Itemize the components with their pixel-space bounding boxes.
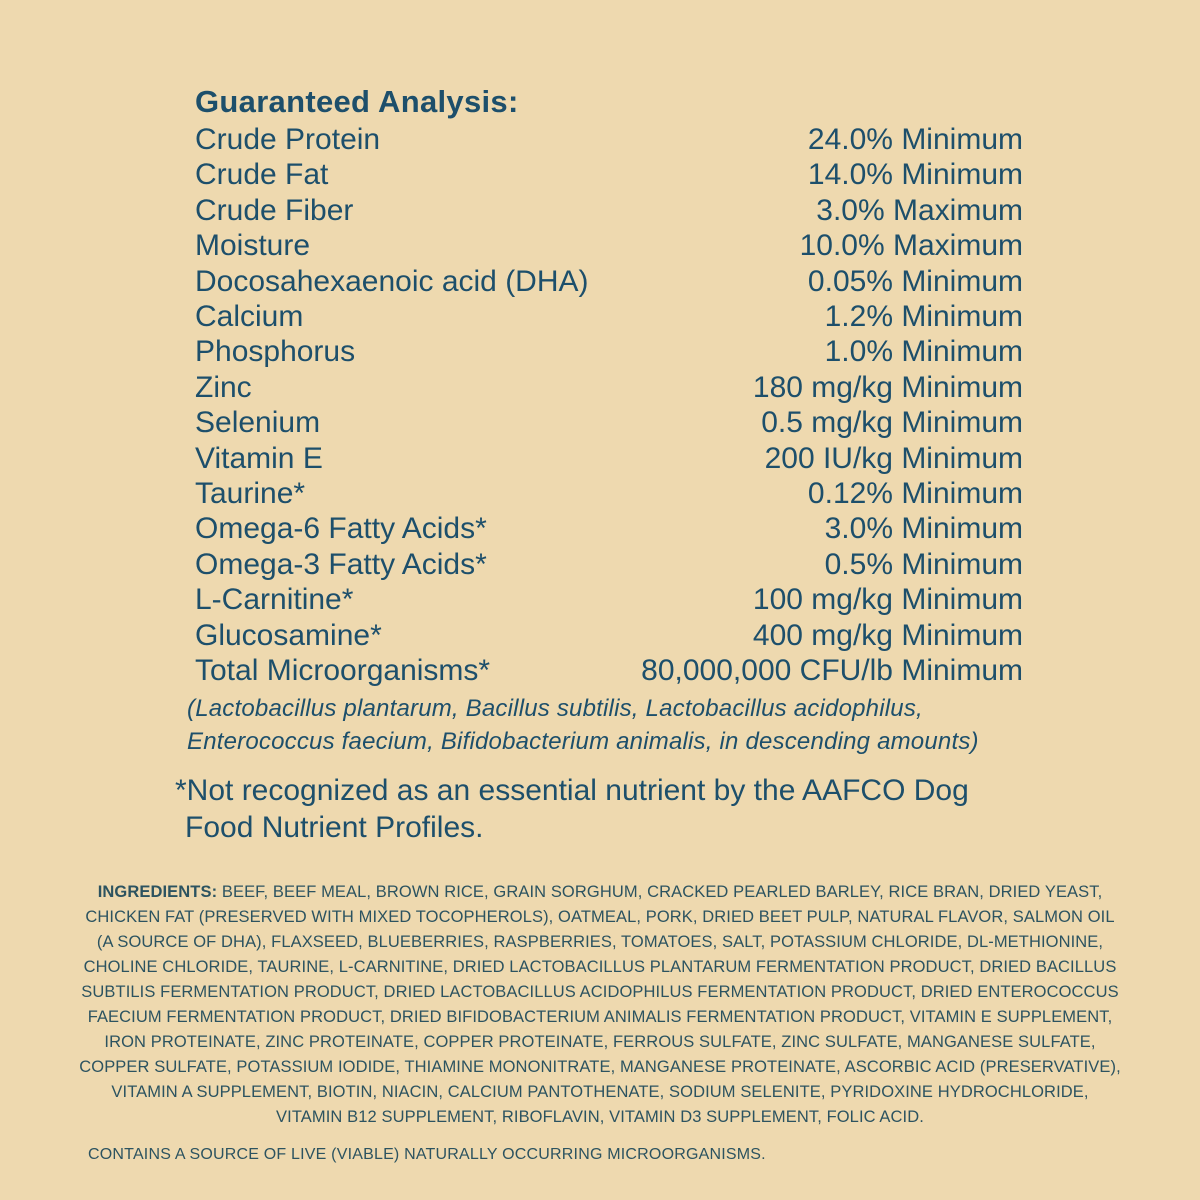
nutrient-value: 1.2% Minimum bbox=[824, 300, 1023, 334]
nutrient-name: Crude Protein bbox=[195, 123, 381, 156]
nutrient-name: Selenium bbox=[195, 406, 321, 440]
nutrient-value: 24.0% Minimum bbox=[807, 123, 1023, 156]
nutrient-value: 180 mg/kg Minimum bbox=[752, 370, 1023, 404]
nutrient-name: Moisture bbox=[195, 229, 311, 263]
nutrient-value: 80,000,000 CFU/lb Minimum bbox=[641, 654, 1023, 688]
nutrient-name: Crude Fiber bbox=[195, 193, 354, 227]
nutrient-value: 0.5 mg/kg Minimum bbox=[761, 406, 1023, 440]
nutrient-name: Total Microorganisms* bbox=[195, 654, 491, 688]
analysis-row-taurine bbox=[195, 476, 1023, 511]
nutrient-name: Crude Fat bbox=[195, 158, 329, 192]
analysis-row-total-microorganisms bbox=[195, 653, 1023, 688]
nutrient-name: L-Carnitine* bbox=[195, 583, 354, 617]
live-microorganisms-note: CONTAINS A SOURCE OF LIVE (VIABLE) NATURALLY OCCURRING MICROORGANISMS. bbox=[88, 1145, 766, 1163]
nutrient-name: Omega-3 Fatty Acids* bbox=[195, 547, 487, 581]
nutrient-value: 200 IU/kg Minimum bbox=[764, 441, 1023, 475]
nutrient-name: Zinc bbox=[195, 370, 252, 404]
nutrient-value: 0.5% Minimum bbox=[824, 547, 1023, 581]
nutrient-name: Glucosamine* bbox=[195, 618, 382, 652]
analysis-row-dha bbox=[195, 264, 1023, 299]
analysis-row-selenium bbox=[195, 405, 1023, 440]
microorganism-species-note: (Lactobacillus plantarum, Bacillus subtilis, Lactobacillus acidophilus, Enterococcus faecium, Bifidobacterium animalis, in descending amounts) bbox=[187, 694, 979, 755]
aafco-footnote: *Not recognized as an essential nutrient by the AAFCO Dog Food Nutrient Profiles. bbox=[175, 773, 969, 844]
nutrient-value: 10.0% Maximum bbox=[799, 229, 1023, 263]
analysis-row-omega-6 bbox=[195, 511, 1023, 546]
analysis-row-phosphorus bbox=[195, 334, 1023, 369]
analysis-row-zinc bbox=[195, 370, 1023, 405]
guaranteed-analysis-title: Guaranteed Analysis: bbox=[195, 84, 519, 119]
analysis-row-crude-fiber bbox=[195, 193, 1023, 228]
nutrient-name: Taurine* bbox=[195, 477, 306, 511]
nutrient-value: 400 mg/kg Minimum bbox=[752, 618, 1023, 652]
nutrient-value: 0.12% Minimum bbox=[807, 477, 1023, 511]
nutrient-value: 100 mg/kg Minimum bbox=[752, 583, 1023, 617]
analysis-row-calcium bbox=[195, 299, 1023, 334]
ingredients-section bbox=[0, 880, 1200, 1165]
analysis-row-glucosamine bbox=[195, 618, 1023, 653]
nutrient-name: Calcium bbox=[195, 300, 304, 334]
analysis-row-l-carnitine bbox=[195, 582, 1023, 617]
analysis-row-crude-fat bbox=[195, 157, 1023, 192]
nutrient-value: 0.05% Minimum bbox=[807, 264, 1023, 298]
analysis-row-omega-3 bbox=[195, 547, 1023, 582]
nutrient-name: Docosahexaenoic acid (DHA) bbox=[195, 264, 589, 298]
nutrient-value: 3.0% Minimum bbox=[824, 512, 1023, 546]
nutrient-value: 3.0% Maximum bbox=[816, 193, 1023, 227]
nutrient-value: 14.0% Minimum bbox=[807, 158, 1023, 192]
nutrient-name: Vitamin E bbox=[195, 441, 323, 475]
guaranteed-analysis-table bbox=[195, 122, 1023, 689]
analysis-row-crude-protein bbox=[195, 122, 1023, 157]
ingredients-heading: INGREDIENTS: bbox=[97, 882, 218, 901]
nutrient-name: Omega-6 Fatty Acids* bbox=[195, 512, 487, 546]
nutrient-name: Phosphorus bbox=[195, 335, 356, 369]
ingredients-list: BEEF, BEEF MEAL, BROWN RICE, GRAIN SORGHUM, CRACKED PEARLED BARLEY, RICE BRAN, DRIED YEAST, CHICKEN FAT (PRESERVED WITH MIXED TOCOPHEROLS), OATMEAL, PORK, DRIED BEET PULP, NATURAL FLAVOR, SALMON OIL (A SOURCE OF DHA), FLAXSEED, BLUEBERRIES, RASPBERRIES, TOMATOES, SALT, POTASSIUM CHLORIDE, DL-METHIONINE, CHOLINE CHLORIDE, TAURINE, L-CARNITINE, DRIED LACTOBACILLUS PLANTARUM FERMENTATION PRODUCT, DRIED BACILLUS SUBTILIS FERMENTATION PRODUCT, DRIED LACTOBACILLUS ACIDOPHILUS FERMENTATION PRODUCT, DRIED ENTEROCOCCUS FAECIUM FERMENTATION PRODUCT, DRIED BIFIDOBACTERIUM ANIMALIS FERMENTATION PRODUCT, VITAMIN E SUPPLEMENT, IRON PROTEINATE, ZINC PROTEINATE, COPPER PROTEINATE, FERROUS SULFATE, ZINC SULFATE, MANGANESE SULFATE, COPPER SULFATE, POTASSIUM IODIDE, THIAMINE MONONITRATE, MANGANESE PROTEINATE, ASCORBIC ACID (PRESERVATIVE), VITAMIN A SUPPLEMENT, BIOTIN, NIACIN, CALCIUM PANTOTHENATE, SODIUM SELENITE, PYRIDOXINE HYDROCHLORIDE, VITAMIN B12 SUPPLEMENT, RIBOFLAVIN, VITAMIN D3 SUPPLEMENT, FOLIC ACID. bbox=[79, 882, 1121, 1126]
ingredients-paragraph bbox=[78, 880, 1122, 1130]
analysis-row-vitamin-e bbox=[195, 441, 1023, 476]
nutrient-value: 1.0% Minimum bbox=[824, 335, 1023, 369]
analysis-row-moisture bbox=[195, 228, 1023, 263]
